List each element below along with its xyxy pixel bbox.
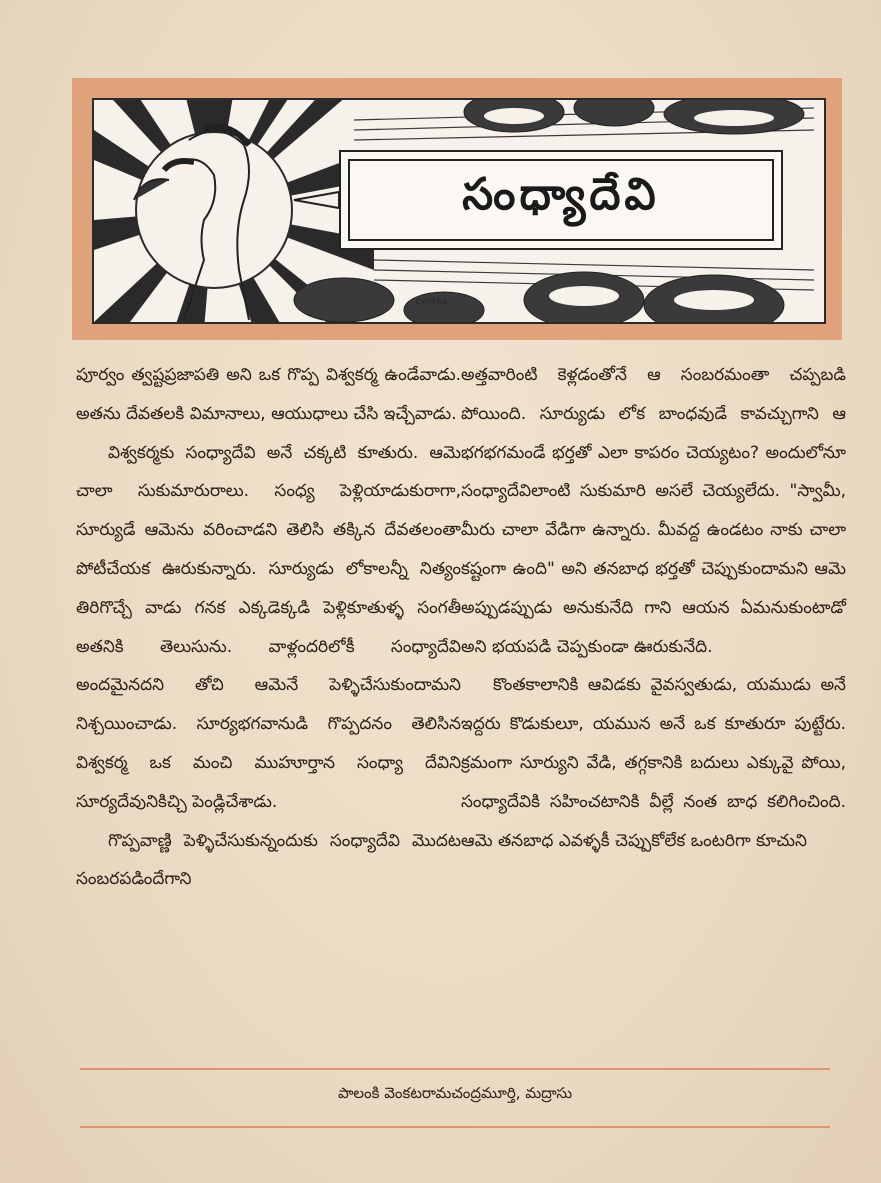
title-banner: [72, 78, 842, 340]
title-illustration: [92, 98, 826, 324]
right-column: [461, 356, 846, 860]
artist-signature: CHITRA: [416, 298, 448, 306]
left-column: [76, 356, 461, 899]
paragraph: అత్తవారింటి కెళ్లడంతోనే ఆ సంబరమంతా చప్పబడి పోయింది. సూర్యుడు లోక బాంధవుడే కావచ్చుగాని ఆ భగభగమండే భర్తతో ఎలా కాపరం చెయ్యటం? అందులోనూ సంధ్యాదేవిలాంటి సుకుమారి అసలే చెయ్యలేదు. "స్వామీ, మీరు చాలా వేడిగా ఉన్నారు. మీవద్ద ఉండటం నాకు చాలా కష్టంగా ఉంది" అని తనబాధ భర్తతో చెప్పుకుందామని ఆమె అప్పుడప్పుడు అనుకునేది గాని ఆయన ఏమనుకుంటాడో అని భయపడి చెప్పకుండా ఊరుకునేది.: [461, 365, 846, 657]
paragraph: పూర్వం త్వష్టప్రజాపతి అని ఒక గొప్ప విశ్వకర్మ ఉండేవాడు. అతను దేవతలకి విమానాలు, ఆయుధాలు చేసి ఇచ్చేవాడు.: [76, 365, 461, 424]
story-title: సంధ్యాదేవి: [462, 169, 660, 220]
paragraph: కొంతకాలానికి ఆవిడకు వైవస్వతుడు, యముడు అనే ఇద్దరు కొడుకులూ, యమున అనే ఒక కూతురూ పుట్టేరు. క్రమంగా సూర్యుని వేడి, తగ్గకానికి బదులు ఎక్కువై పోయి, సంధ్యాదేవికి సహించటానికి వీల్లే నంత బాధ కలిగించింది. ఆమె తనబాధ ఎవళ్ళకీ చెప్పుకోలేక ఒంటరిగా కూచుని: [461, 675, 846, 851]
author-byline: పాలంకి వెంకటరామచంద్రమూర్తి, మద్రాసు: [337, 1084, 573, 1102]
paragraph: విశ్వకర్మకు సంధ్యాదేవి అనే చక్కటి కూతురు. ఆమె చాలా సుకుమారురాలు. సంధ్య పెళ్లియాడుకురాగా, సూర్యుడే ఆమెను వరించాడని తెలిసి తక్కిన దేవతలంతా పోటీచేయక ఊరుకున్నారు. సూర్యుడు లోకాలన్నీ నిత్యం తిరిగొచ్చే వాడు గనక ఎక్కడెక్కడి పెళ్లికూతుళ్ళ సంగతీ అతనికి తెలుసును. వాళ్లందరిలోకీ సంధ్యాదేవి అందమైనదని తోచి ఆమెనే పెళ్ళిచేసుకుందామని నిశ్చయించాడు. సూర్యభగవానుడి గొప్పదనం తెలిసిన విశ్వకర్మ ఒక మంచి ముహూర్తాన సంధ్యా దేవిని సూర్యదేవునికిచ్చి పెండ్లిచేశాడు.: [76, 442, 461, 812]
footer-divider-bottom: [80, 1126, 830, 1128]
paragraph: గొప్పవాణ్ణి పెళ్ళిచేసుకున్నందుకు సంధ్యాదేవి మొదట సంబరపడిందేగాని: [76, 830, 461, 890]
footer-divider-top: [80, 1068, 830, 1070]
title-frame: [339, 150, 783, 250]
